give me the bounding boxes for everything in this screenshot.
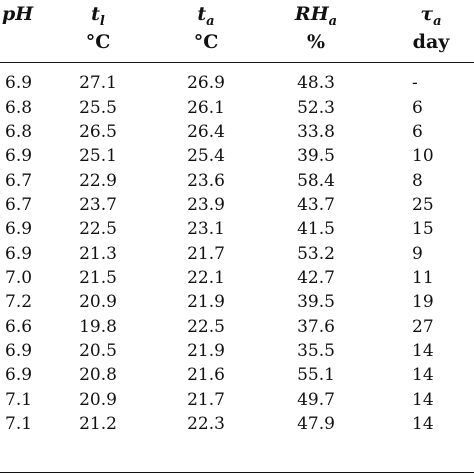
- cell-tau: 27: [412, 316, 434, 337]
- cell-ta: 23.1: [187, 219, 225, 240]
- header-rha-symbol: RH: [294, 3, 329, 25]
- cell-tau: 8: [412, 170, 423, 191]
- cell-tl: 20.8: [79, 365, 117, 386]
- cell-tl: 25.1: [79, 146, 117, 167]
- cell-ph: 6.9: [5, 340, 33, 361]
- table-row: [0, 168, 474, 192]
- cell-rha: 39.5: [297, 292, 335, 313]
- cell-ta: 22.1: [187, 267, 225, 288]
- cell-ph: 6.9: [5, 365, 33, 386]
- table-row: [0, 314, 474, 338]
- cell-tl: 20.9: [79, 292, 117, 313]
- header-ta-sub: a: [206, 13, 215, 29]
- cell-tau: 25: [412, 194, 434, 215]
- cell-tl: 21.2: [79, 413, 117, 434]
- cell-rha: 37.6: [297, 316, 335, 337]
- cell-tl: 25.5: [79, 97, 117, 118]
- header-tl-symbol: t: [91, 3, 100, 25]
- table-row: [0, 241, 474, 265]
- table-row: [0, 120, 474, 144]
- cell-ta: 21.9: [187, 292, 225, 313]
- table-row: [0, 363, 474, 387]
- cell-tau: 14: [412, 389, 434, 410]
- cell-ph: 7.0: [5, 267, 33, 288]
- cell-tau: 10: [412, 146, 434, 167]
- cell-tl: 22.5: [79, 219, 117, 240]
- header-rha: [260, 0, 372, 28]
- header-ph-unit: [0, 28, 44, 56]
- header-rha-unit: %: [306, 31, 326, 53]
- header-tl-unit: °C: [85, 31, 111, 53]
- cell-rha: 55.1: [297, 365, 335, 386]
- bottom-rule: [0, 472, 474, 473]
- cell-rha: 39.5: [297, 146, 335, 167]
- cell-ph: 6.8: [5, 97, 33, 118]
- cell-tau: 14: [412, 413, 434, 434]
- header-ph: [0, 0, 44, 28]
- table-row: [0, 71, 474, 95]
- header-ta: [152, 0, 260, 28]
- header-ta-unit: °C: [193, 31, 219, 53]
- cell-tau: 14: [412, 365, 434, 386]
- cell-ta: 21.7: [187, 243, 225, 264]
- cell-ta: 21.7: [187, 389, 225, 410]
- cell-rha: 42.7: [297, 267, 335, 288]
- cell-tl: 20.5: [79, 340, 117, 361]
- cell-tl: 21.5: [79, 267, 117, 288]
- table-row: [0, 339, 474, 363]
- header-tau-symbol: τ: [420, 3, 434, 25]
- cell-tau: 19: [412, 292, 434, 313]
- cell-ph: 7.1: [5, 389, 33, 410]
- cell-tl: 19.8: [79, 316, 117, 337]
- header-tau-unit: day: [412, 31, 450, 53]
- cell-tau: -: [412, 73, 418, 94]
- header-tau: [372, 0, 474, 28]
- cell-ta: 26.9: [187, 73, 225, 94]
- cell-tl: 20.9: [79, 389, 117, 410]
- table-row: [0, 266, 474, 290]
- header-rha-sub: a: [328, 13, 338, 29]
- cell-ta: 25.4: [187, 146, 225, 167]
- table-row: [0, 144, 474, 168]
- cell-tau: 11: [412, 267, 434, 288]
- cell-ta: 21.6: [187, 365, 225, 386]
- table-body: [0, 71, 474, 436]
- table-row: [0, 193, 474, 217]
- cell-rha: 48.3: [297, 73, 335, 94]
- cell-ph: 7.2: [5, 292, 33, 313]
- cell-ph: 6.9: [5, 219, 33, 240]
- cell-rha: 43.7: [297, 194, 335, 215]
- cell-tl: 27.1: [79, 73, 117, 94]
- header-ta-symbol: t: [197, 3, 207, 25]
- cell-ph: 6.9: [5, 243, 33, 264]
- header-tau-sub: a: [433, 13, 442, 29]
- cell-ta: 23.6: [187, 170, 225, 191]
- table-row: [0, 387, 474, 411]
- cell-ta: 23.9: [187, 194, 225, 215]
- cell-rha: 58.4: [297, 170, 335, 191]
- cell-tau: 6: [412, 121, 423, 142]
- header-tl-sub: l: [99, 13, 105, 29]
- cell-ph: 7.1: [5, 413, 33, 434]
- cell-rha: 53.2: [297, 243, 335, 264]
- table-row: [0, 95, 474, 119]
- cell-tau: 15: [412, 219, 434, 240]
- cell-tau: 9: [412, 243, 423, 264]
- cell-rha: 33.8: [297, 121, 335, 142]
- cell-ph: 6.6: [5, 316, 33, 337]
- cell-rha: 35.5: [297, 340, 335, 361]
- cell-ta: 26.1: [187, 97, 225, 118]
- cell-ta: 21.9: [187, 340, 225, 361]
- cell-tl: 21.3: [79, 243, 117, 264]
- cell-ph: 6.7: [5, 170, 33, 191]
- cell-ph: 6.9: [5, 73, 33, 94]
- cell-tl: 23.7: [79, 194, 117, 215]
- cell-tl: 22.9: [79, 170, 117, 191]
- cell-ph: 6.8: [5, 121, 33, 142]
- header-tl: [44, 0, 152, 28]
- cell-tau: 14: [412, 340, 434, 361]
- cell-rha: 49.7: [297, 389, 335, 410]
- cell-rha: 41.5: [297, 219, 335, 240]
- cell-ph: 6.7: [5, 194, 33, 215]
- table-row: [0, 412, 474, 436]
- cell-tl: 26.5: [79, 121, 117, 142]
- cell-ta: 26.4: [187, 121, 225, 142]
- table-row: [0, 290, 474, 314]
- header-ph-symbol: pH: [2, 3, 34, 25]
- cell-ph: 6.9: [5, 146, 33, 167]
- cell-ta: 22.3: [187, 413, 225, 434]
- cell-rha: 52.3: [297, 97, 335, 118]
- cell-rha: 47.9: [297, 413, 335, 434]
- cell-ta: 22.5: [187, 316, 225, 337]
- table-header: [0, 0, 474, 71]
- table-row: [0, 217, 474, 241]
- cell-tau: 6: [412, 97, 423, 118]
